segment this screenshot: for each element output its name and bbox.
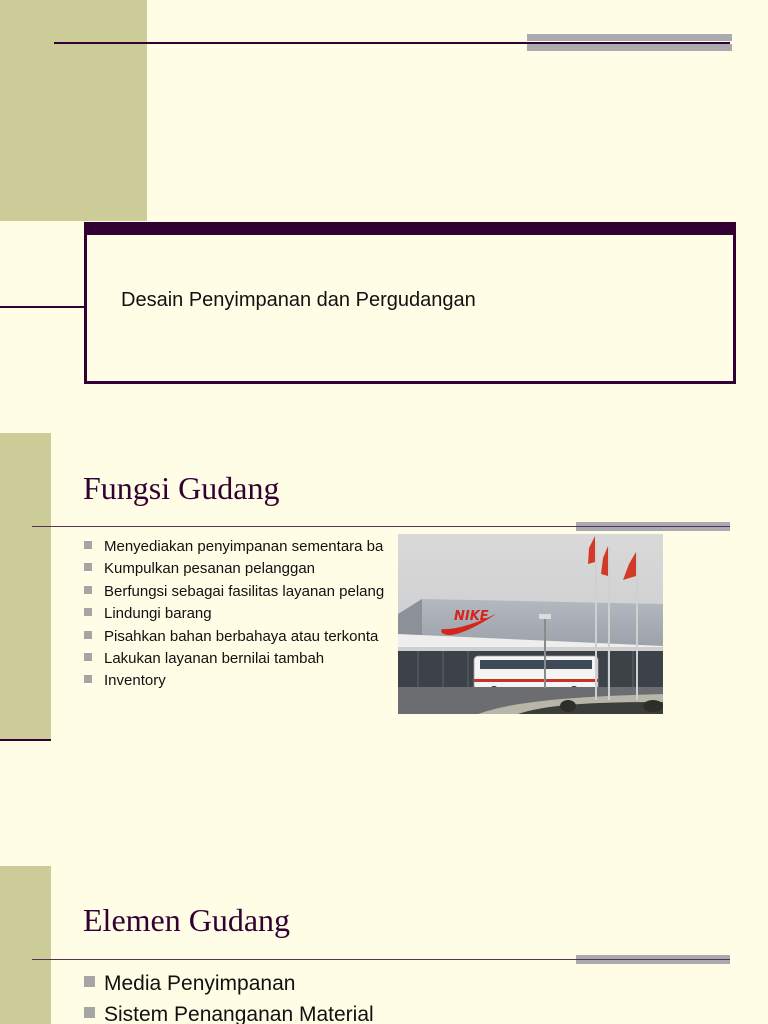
slide-sidebar [0, 433, 51, 740]
presentation-title: Desain Penyimpanan dan Pergudangan [121, 289, 476, 311]
bullet-square-icon [84, 608, 92, 616]
bullet-square-icon [84, 541, 92, 549]
title-slide-sidebar [0, 0, 147, 221]
heading-accent-bar-stripe [576, 526, 730, 527]
bullet-list [82, 538, 398, 695]
title-slide-left-rule [0, 306, 86, 308]
bullet-square-icon [84, 1007, 95, 1018]
list-item: Pisahkan bahan berbahaya atau terkonta [82, 628, 398, 650]
list-item: Media Penyimpanan [82, 971, 722, 1002]
svg-text:NIKE: NIKE [454, 609, 489, 624]
bullet-square-icon [84, 563, 92, 571]
slide-sidebar-rule [0, 739, 51, 741]
list-item: Menyediakan penyimpanan sementara ba [82, 538, 398, 560]
bullet-square-icon [84, 586, 92, 594]
bullet-square-icon [84, 653, 92, 661]
slide-sidebar [0, 866, 51, 1024]
list-item: Inventory [82, 672, 398, 694]
list-item: Berfungsi sebagai fasilitas layanan pelang [82, 583, 398, 605]
bullet-list [82, 971, 722, 1024]
list-item: Lindungi barang [82, 605, 398, 627]
title-slide-top-rule [54, 42, 730, 44]
list-item: Lakukan layanan bernilai tambah [82, 650, 398, 672]
warehouse-photo [398, 534, 663, 714]
bullet-square-icon [84, 675, 92, 683]
heading-accent-bar-stripe [576, 959, 730, 960]
list-item: Kumpulkan pesanan pelanggan [82, 560, 398, 582]
bullet-square-icon [84, 631, 92, 639]
bullet-square-icon [84, 976, 95, 987]
slide-heading: Elemen Gudang [83, 902, 291, 938]
slide-heading: Fungsi Gudang [83, 470, 280, 506]
list-item: Sistem Penanganan Material [82, 1002, 722, 1024]
